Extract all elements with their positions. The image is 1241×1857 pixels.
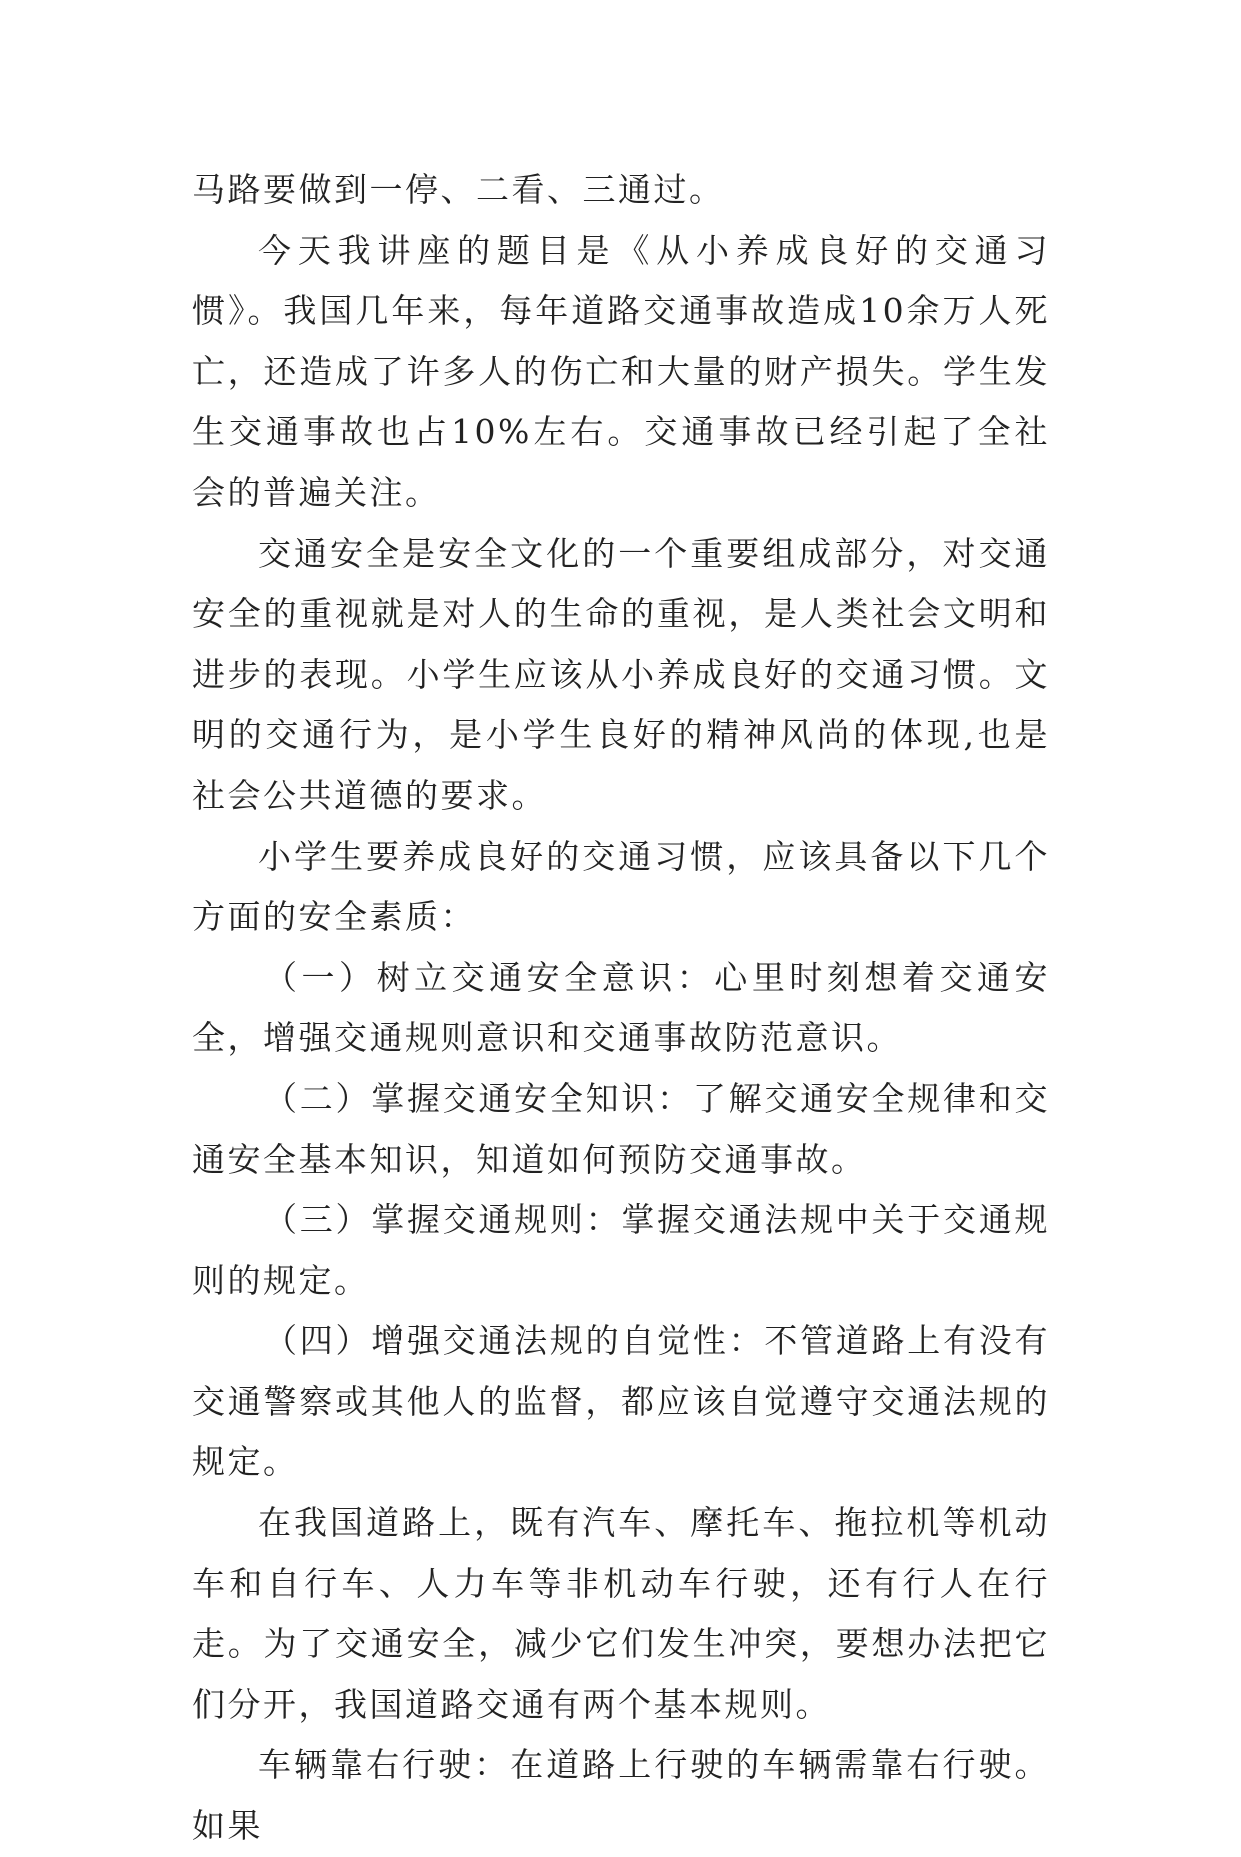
list-item-1: （一）树立交通安全意识：心里时刻想着交通安全，增强交通规则意识和交通事故防范意识。 xyxy=(192,957,1050,1058)
paragraph-continuation: 马路要做到一停、二看、三通过。 xyxy=(192,170,725,209)
paragraph-safety-qualities-intro: 小学生要养成良好的交通习惯，应该具备以下几个方面的安全素质： xyxy=(192,836,1050,937)
paragraph-road-rules: 在我国道路上，既有汽车、摩托车、拖拉机等机动车和自行车、人力车等非机动车行驶，还有行人在行走。为了交通安全，减少它们发生冲突，要想办法把它们分开，我国道路交通有两个基本规则。 xyxy=(192,1503,1050,1724)
list-item-3: （三）掌握交通规则：掌握交通法规中关于交通规则的规定。 xyxy=(192,1200,1050,1300)
paragraph-keep-right: 车辆靠右行驶：在道路上行驶的车辆需靠右行驶。如果 xyxy=(192,1745,1050,1846)
paragraph-safety-culture: 交通安全是安全文化的一个重要组成部分，对交通安全的重视就是对人的生命的重视，是人类社会文明和进步的表现。小学生应该从小养成良好的交通习惯。文明的交通行为，是小学生良好的精神风尚的体现,也是社会公共道德的要求。 xyxy=(192,533,1050,815)
body-text xyxy=(192,160,1050,1857)
paragraph-lecture-topic: 今天我讲座的题目是《从小养成良好的交通习惯》。我国几年来，每年道路交通事故造成10余万人死亡，还造成了许多人的伤亡和大量的财产损失。学生发生交通事故也占10%左右。交通事故已经引起了全社会的普遍关注。 xyxy=(192,230,1050,512)
list-item-4: （四）增强交通法规的自觉性：不管道路上有没有交通警察或其他人的监督，都应该自觉遵守交通法规的规定。 xyxy=(192,1321,1050,1482)
list-item-2: （二）掌握交通安全知识：了解交通安全规律和交通安全基本知识，知道如何预防交通事故。 xyxy=(192,1078,1050,1179)
